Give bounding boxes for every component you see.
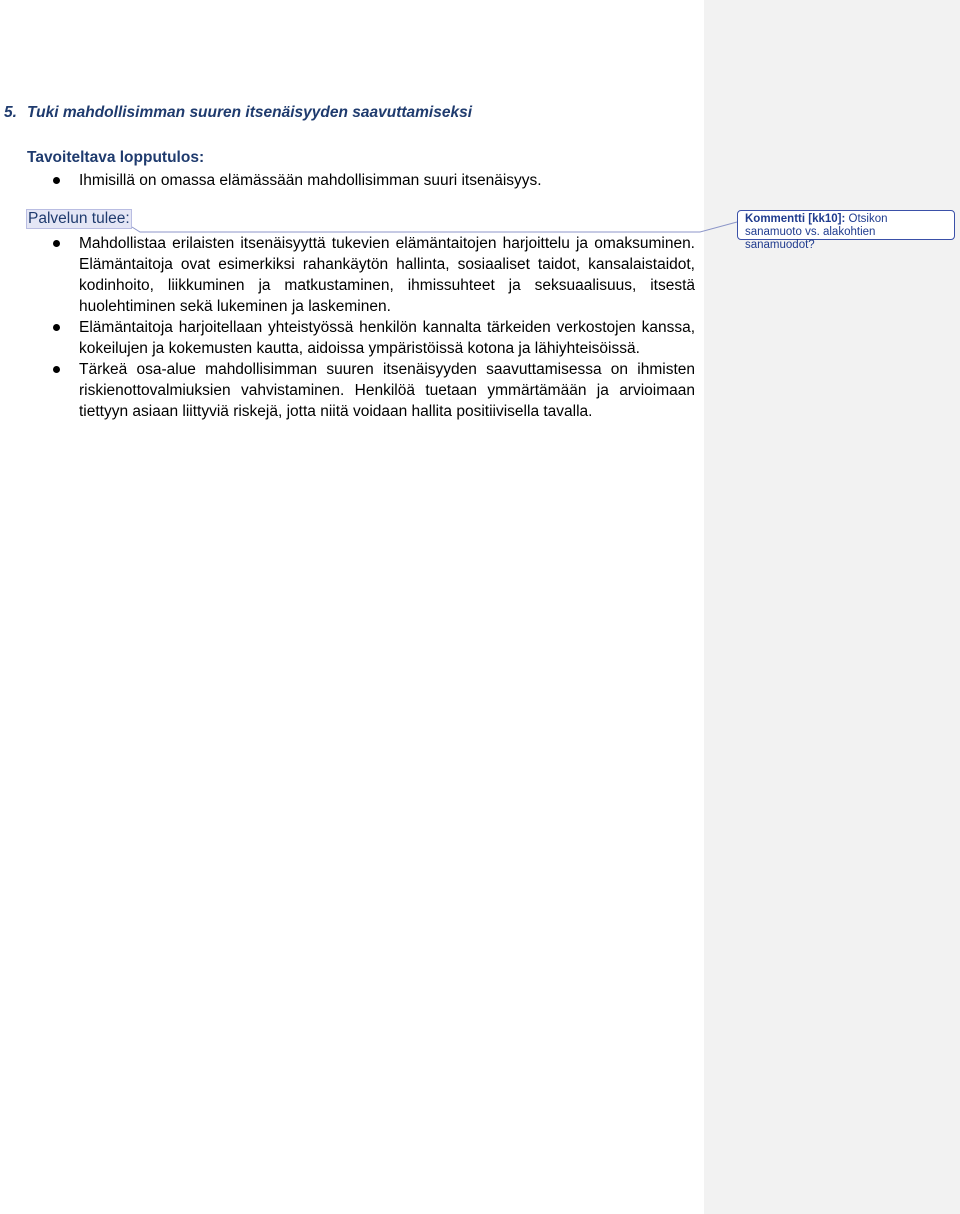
bullet-icon [53, 177, 60, 184]
list-item [44, 170, 695, 191]
list-item-text: Mahdollistaa erilaisten itsenäisyyttä tukevien elämäntaitojen harjoittelu ja omaksuminen. Elämäntaitoja ovat esimerkiksi rahankäytön hallinta, sosiaaliset taidot, kansalaistaidot, kodinhoito, liikkuminen ja matkustaminen, ihmissuhteet ja seksuaalisuus, itsestä huolehtiminen sekä lukeminen ja laskeminen. [79, 235, 695, 315]
bullet-icon [53, 240, 60, 247]
section-number: 5. [4, 104, 17, 121]
list-item [44, 359, 695, 422]
section-heading [4, 104, 472, 122]
comment-margin-pane [704, 0, 960, 1214]
commented-text-highlight[interactable]: Palvelun tulee: [28, 210, 130, 227]
section-title: Tuki mahdollisimman suuren itsenäisyyden saavuttamiseksi [26, 104, 473, 121]
list-item-text: Ihmisillä on omassa elämässään mahdollisimman suuri itsenäisyys. [79, 172, 542, 189]
list-item [44, 317, 695, 359]
bullet-icon [53, 366, 60, 373]
list-item [44, 233, 695, 317]
goal-list [44, 170, 695, 191]
service-list [44, 233, 695, 422]
list-item-text: Tärkeä osa-alue mahdollisimman suuren itsenäisyyden saavuttamisessa on ihmisten riskienottovalmiuksien vahvistaminen. Henkilöä tuetaan ymmärtämään ja arvioimaan tiettyyn asiaan liittyviä riskejä, jotta niitä voidaan hallita positiivisella tavalla. [79, 361, 695, 420]
comment-author: Kommentti [kk10]: [745, 213, 846, 225]
list-item-text: Elämäntaitoja harjoitellaan yhteistyössä henkilön kannalta tärkeiden verkostojen kanssa, kokeilujen ja kokemusten kautta, aidoissa ympäristöissä kotona ja lähiyhteisöissä. [79, 319, 695, 357]
comment-text: Otsikon sanamuoto vs. alakohtien sanamuodot? [745, 213, 888, 251]
bullet-icon [53, 324, 60, 331]
goal-label: Tavoiteltava lopputulos: [27, 149, 205, 166]
comment-balloon[interactable] [737, 210, 955, 251]
